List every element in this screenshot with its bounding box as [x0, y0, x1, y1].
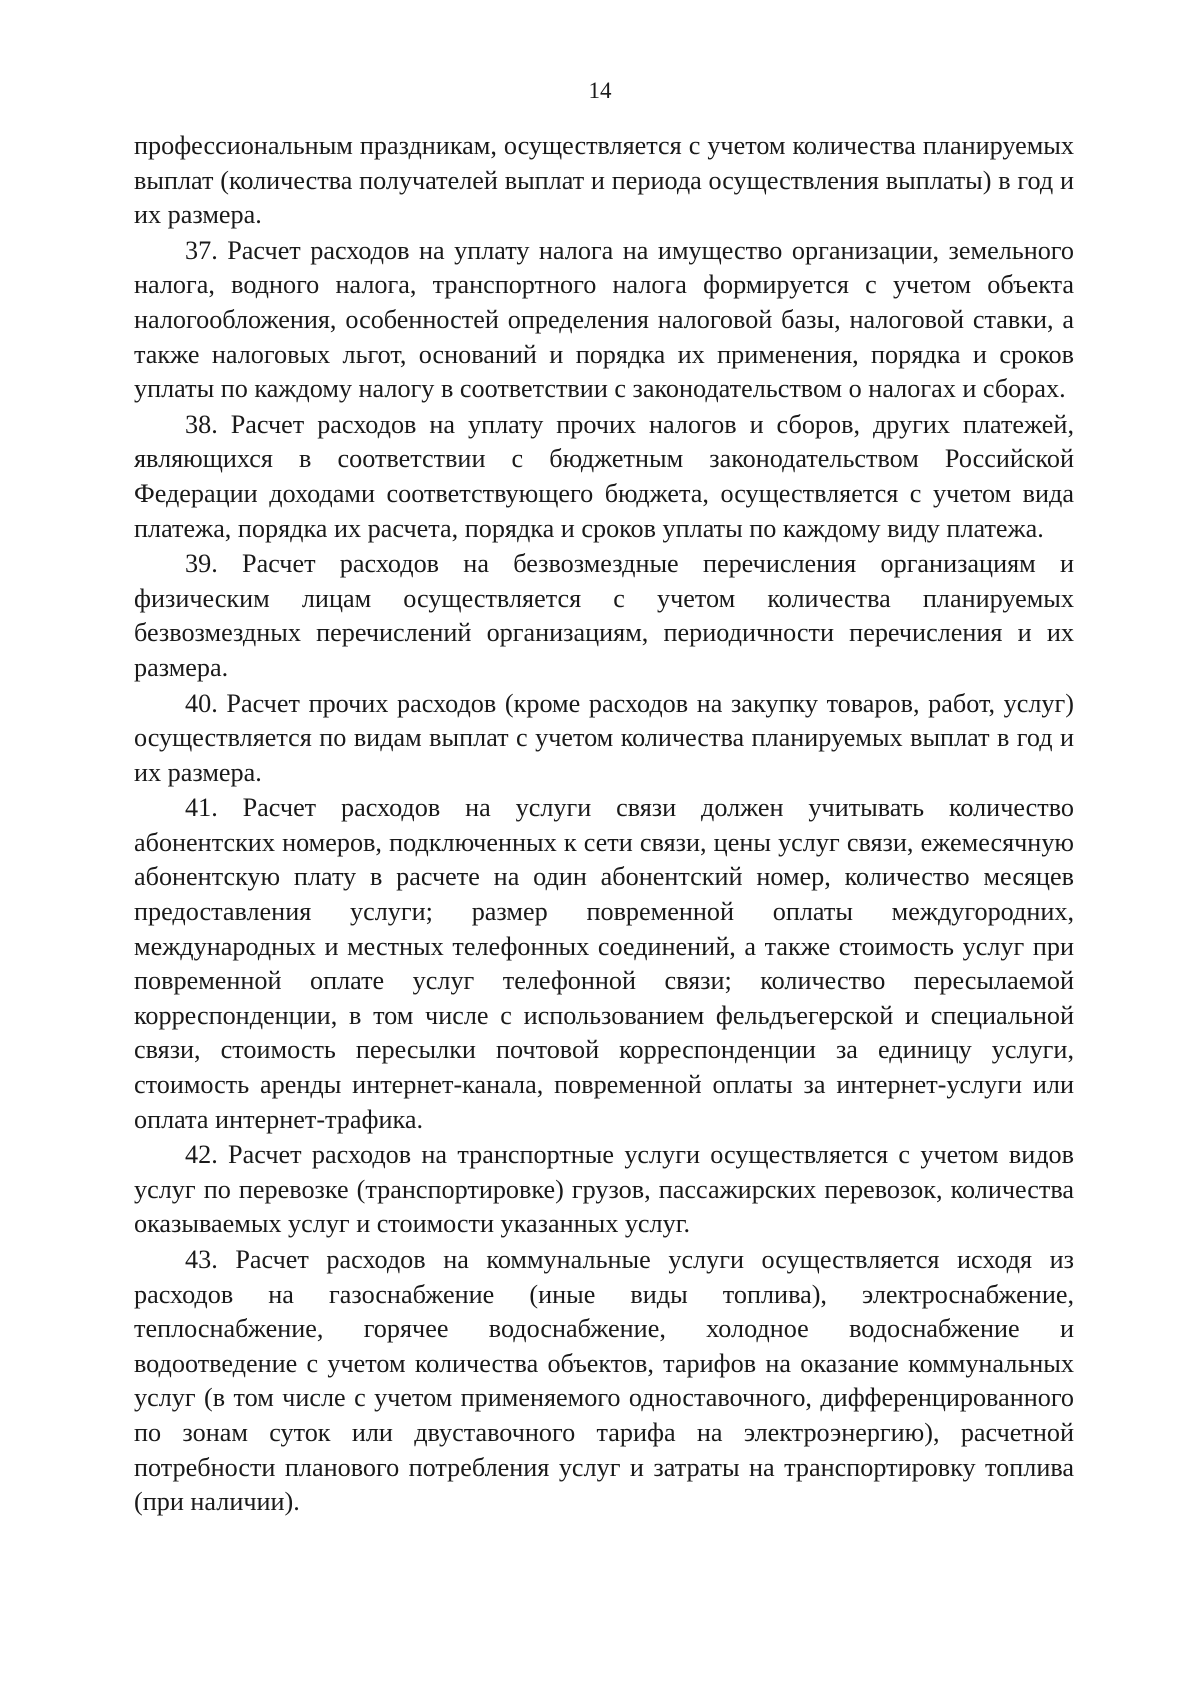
- paragraph-continuation: профессиональным праздникам, осуществляется с учетом количества планируемых выплат (количества получателей выплат и периода осуществления выплаты) в год и их размера.: [134, 131, 1074, 230]
- paragraph-42: 42. Расчет расходов на транспортные услуги осуществляется с учетом видов услуг по перевозке (транспортировке) грузов, пассажирских перевозок, количества оказываемых услуг и стоимости указанных услуг.: [134, 1140, 1074, 1239]
- paragraph-41: 41. Расчет расходов на услуги связи должен учитывать количество абонентских номеров, подключенных к сети связи, цены услуг связи, ежемесячную абонентскую плату в расчете на один абонентский номер, количество месяцев предоставления услуги; размер повременной оплаты междугородних, международных и местных телефонных соединений, а также стоимость услуг при повременной оплате услуг телефонной связи; количество пересылаемой корреспонденции, в том числе с использованием фельдъегерской и специальной связи, стоимость пересылки почтовой корреспонденции за единицу услуги, стоимость аренды интернет-канала, повременной оплаты за интернет-услуги или оплата интернет-трафика.: [134, 793, 1074, 1134]
- paragraph-38: 38. Расчет расходов на уплату прочих налогов и сборов, других платежей, являющихся в соответствии с бюджетным законодательством Российской Федерации доходами соответствующего бюджета, осуществляется с учетом вида платежа, порядка их расчета, порядка и сроков уплаты по каждому виду платежа.: [134, 409, 1074, 543]
- paragraph-37: 37. Расчет расходов на уплату налога на имущество организации, земельного налога, водного налога, транспортного налога формируется с учетом объекта налогообложения, особенностей определения налоговой базы, налоговой ставки, а также налоговых льгот, оснований и порядка их применения, порядка и сроков уплаты по каждому налогу в соответствии с законодательством о налогах и сборах.: [134, 235, 1074, 404]
- paragraph-39: 39. Расчет расходов на безвозмездные перечисления организациям и физическим лицам осуществляется с учетом количества планируемых безвозмездных перечислений организациям, периодичности перечисления и их размера.: [134, 549, 1074, 682]
- document-body: [134, 129, 1074, 1520]
- paragraph-43: 43. Расчет расходов на коммунальные услуги осуществляется исходя из расходов на газоснабжение (иные виды топлива), электроснабжение, теплоснабжение, горячее водоснабжение, холодное водоснабжение и водоотведение с учетом количества объектов, тарифов на оказание коммунальных услуг (в том числе с учетом применяемого одноставочного, дифференцированного по зонам суток или двуставочного тарифа на электроэнергию), расчетной потребности планового потребления услуг и затраты на транспортировку топлива (при наличии).: [134, 1245, 1074, 1517]
- page-number: 14: [588, 78, 612, 103]
- paragraph-40: 40. Расчет прочих расходов (кроме расходов на закупку товаров, работ, услуг) осуществляется по видам выплат с учетом количества планируемых выплат в год и их размера.: [134, 688, 1074, 787]
